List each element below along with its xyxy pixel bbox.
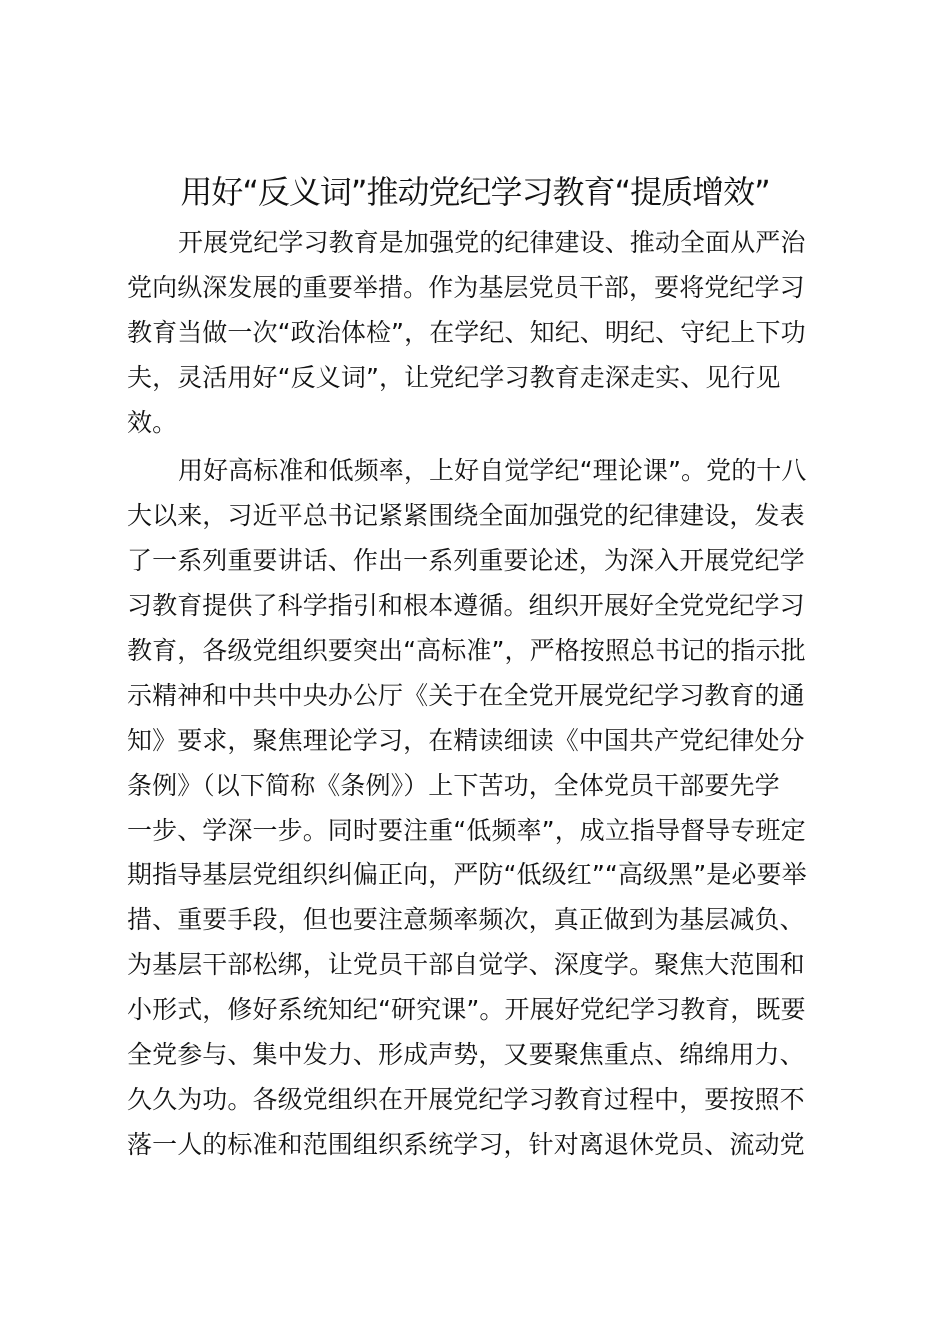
document-title: 用好“反义词”推动党纪学习教育“提质增效” [180, 173, 770, 211]
paragraph-line: 措、重要手段，但也要注意频率频次，真正做到为基层减负、 [127, 905, 805, 935]
paragraph-line: 党向纵深发展的重要举措。作为基层党员干部，要将党纪学习 [127, 272, 805, 302]
document-body [127, 221, 832, 1168]
paragraph-line: 一步、学深一步。同时要注重“低频率”，成立指导督导专班定 [127, 815, 806, 845]
paragraph-line: 为基层干部松绑，让党员干部自觉学、深度学。聚焦大范围和 [127, 950, 805, 980]
paragraph-line: 大以来，习近平总书记紧紧围绕全面加强党的纪律建设，发表 [127, 501, 805, 531]
paragraph-line: 效。 [127, 407, 178, 437]
paragraph-line: 知》要求，聚焦理论学习，在精读细读《中国共产党纪律处分 [127, 725, 805, 755]
paragraph-line: 了一系列重要讲话、作出一系列重要论述，为深入开展党纪学 [127, 546, 805, 576]
paragraph-line: 全党参与、集中发力、形成声势，又要聚焦重点、绵绵用力、 [127, 1040, 805, 1070]
paragraph-line: 久久为功。各级党组织在开展党纪学习教育过程中，要按照不 [127, 1084, 805, 1114]
paragraph-line: 条例》（以下简称《条例》）上下苦功，全体党员干部要先学 [127, 770, 780, 800]
paragraph-line: 示精神和中共中央办公厅《关于在全党开展党纪学习教育的通 [127, 680, 805, 710]
paragraph-line: 期指导基层党组织纠偏正向，严防“低级红”“高级黑”是必要举 [127, 860, 807, 890]
paragraph-line: 用好高标准和低频率，上好自觉学纪“理论课”。党的十八 [178, 456, 807, 486]
paragraph-line: 落一人的标准和范围组织系统学习，针对离退休党员、流动党 [127, 1129, 805, 1159]
paragraph-line: 教育，各级党组织要突出“高标准”，严格按照总书记的指示批 [127, 636, 806, 666]
paragraph-line: 夫，灵活用好“反义词”，让党纪学习教育走深走实、见行见 [127, 362, 781, 392]
paragraph-line: 习教育提供了科学指引和根本遵循。组织开展好全党党纪学习 [127, 591, 805, 621]
paragraph-line: 教育当做一次“政治体检”，在学纪、知纪、明纪、守纪上下功 [127, 317, 806, 347]
paragraph-line: 开展党纪学习教育是加强党的纪律建设、推动全面从严治 [178, 228, 806, 257]
paragraph-line: 小形式，修好系统知纪“研究课”。开展好党纪学习教育，既要 [127, 995, 806, 1025]
paragraph-2 [127, 449, 832, 1167]
paragraph-1 [127, 221, 832, 445]
